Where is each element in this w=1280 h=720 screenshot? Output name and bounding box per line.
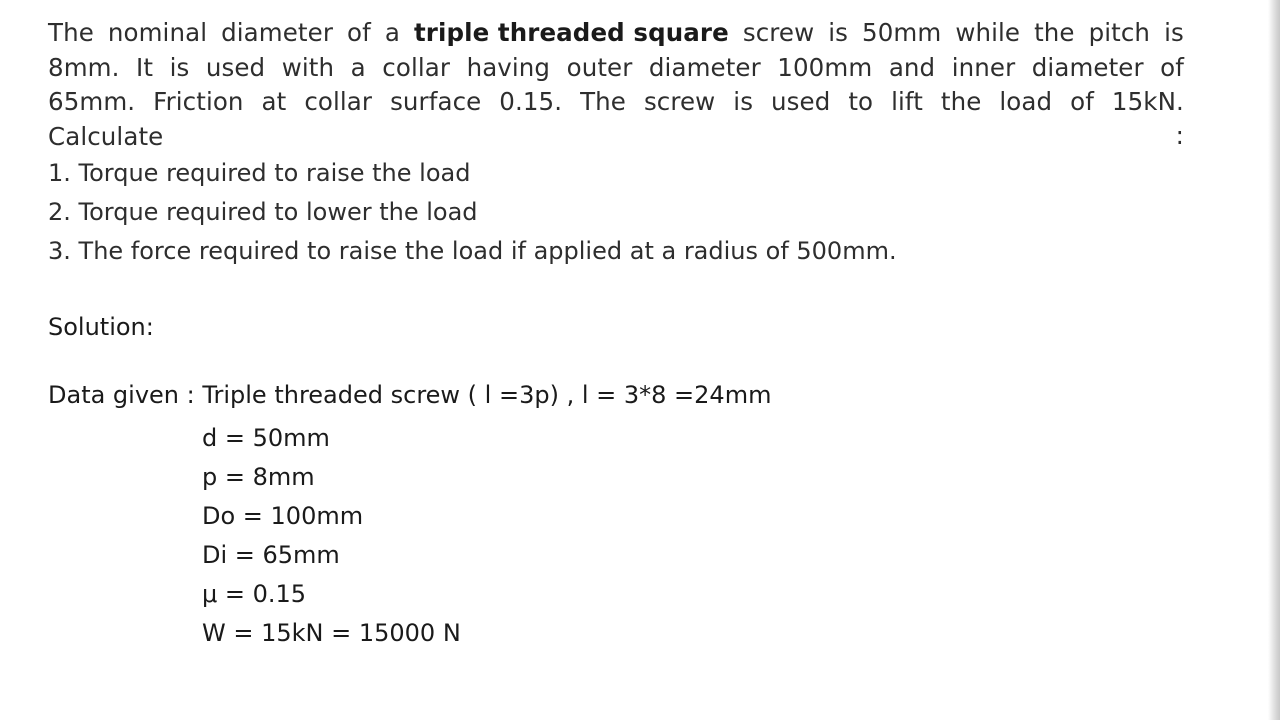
problem-word: nominal xyxy=(107,18,208,47)
problem-word: 8mm. xyxy=(48,52,120,82)
problem-word: collar xyxy=(304,87,373,116)
problem-word: of xyxy=(1070,87,1094,116)
problem-line-1 xyxy=(48,16,1184,51)
problem-line-4 xyxy=(48,120,1184,155)
parameter-mu: μ = 0.15 xyxy=(202,580,307,608)
problem-word: Friction xyxy=(153,87,244,116)
problem-word: a xyxy=(350,52,366,82)
problem-word: screw xyxy=(742,18,815,47)
problem-word: pitch xyxy=(1088,18,1151,47)
problem-word: diameter xyxy=(221,18,333,47)
problem-word: collar xyxy=(382,52,451,82)
problem-word: and xyxy=(888,52,936,82)
problem-word: The xyxy=(48,18,94,47)
problem-word: screw xyxy=(643,87,716,116)
parameter-d: d = 50mm xyxy=(202,424,330,452)
problem-word: the xyxy=(940,87,982,116)
problem-word: 50mm xyxy=(862,18,942,47)
problem-word: load xyxy=(999,87,1053,116)
problem-word: surface xyxy=(390,87,482,116)
problem-word: of xyxy=(347,18,371,47)
task-item: 3. The force required to raise the load if applied at a radius of 500mm. xyxy=(48,237,897,265)
problem-word: is xyxy=(733,87,754,116)
problem-statement xyxy=(48,16,1184,154)
problem-word: 0.15. xyxy=(499,87,563,116)
problem-word: The xyxy=(580,87,626,116)
parameter-di: Di = 65mm xyxy=(202,541,340,569)
problem-word: used xyxy=(205,52,266,82)
problem-word: at xyxy=(261,87,287,116)
problem-word: while xyxy=(955,18,1021,47)
problem-word: with xyxy=(281,52,335,82)
solution-heading: Solution: xyxy=(48,313,154,341)
problem-word: diameter xyxy=(1031,52,1144,82)
problem-emphasis: triple threaded square xyxy=(413,18,729,47)
task-item: 2. Torque required to lower the load xyxy=(48,198,478,226)
problem-word: of xyxy=(1160,52,1184,82)
problem-word: a xyxy=(384,18,400,47)
problem-word: inner xyxy=(951,52,1016,82)
problem-word: outer xyxy=(566,52,633,82)
problem-word: lift xyxy=(891,87,923,116)
parameter-w: W = 15kN = 15000 N xyxy=(202,619,461,647)
colon-mark: : xyxy=(1175,121,1184,150)
task-item: 1. Torque required to raise the load xyxy=(48,159,471,187)
right-edge-shadow xyxy=(1268,0,1280,720)
calculate-label: Calculate xyxy=(48,121,164,151)
problem-word: It xyxy=(136,52,154,82)
problem-word: used xyxy=(771,87,831,116)
slide-content xyxy=(48,16,1184,647)
problem-word: is xyxy=(169,52,190,82)
problem-word: 65mm. xyxy=(48,87,136,116)
problem-line-3 xyxy=(48,85,1184,120)
problem-word: is xyxy=(1164,18,1184,47)
task-list xyxy=(48,154,1184,271)
parameter-do: Do = 100mm xyxy=(202,502,364,530)
problem-word: 100mm xyxy=(777,52,873,82)
problem-line-2 xyxy=(48,51,1184,86)
problem-word: 15kN. xyxy=(1111,87,1184,116)
problem-word: to xyxy=(848,87,874,116)
problem-word: diameter xyxy=(648,52,761,82)
parameter-p: p = 8mm xyxy=(202,463,315,491)
problem-word: having xyxy=(466,52,551,82)
problem-word: the xyxy=(1034,18,1075,47)
given-parameters xyxy=(202,419,461,653)
data-given-line: Data given : Triple threaded screw ( l =3p) , l = 3*8 =24mm xyxy=(48,381,772,409)
problem-word: is xyxy=(828,18,848,47)
